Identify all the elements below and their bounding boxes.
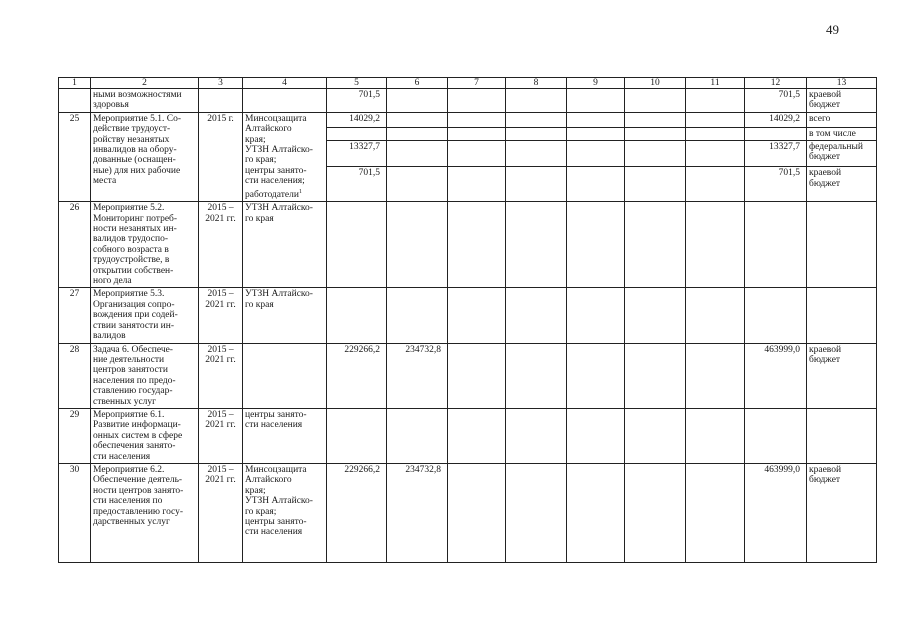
column-number: 10: [625, 78, 686, 89]
funding-source: федеральный бюджет: [807, 140, 877, 166]
funding-source: краевой бюджет: [807, 89, 877, 113]
column-number: 3: [199, 78, 243, 89]
column-number: 8: [506, 78, 567, 89]
funding-source: всего: [807, 112, 877, 127]
funding-source: краевой бюджет: [807, 167, 877, 202]
executor: Минсоцзащита Алтайского края; УТЗН Алтайско- го края; центры занято- сти населения; работодатели$^1$: [243, 112, 327, 201]
period: 2015 г.: [199, 112, 243, 201]
amount-total: 463999,0: [745, 343, 807, 408]
table-row: [59, 202, 877, 288]
amount-2015: 229266,2: [327, 463, 387, 562]
period: 2015 – 2021 гг.: [199, 288, 243, 343]
row-number: 29: [59, 408, 91, 463]
column-number-row: [59, 78, 877, 89]
period: 2015 – 2021 гг.: [199, 408, 243, 463]
amount-2015: 14029,2: [327, 112, 387, 127]
table-row: [59, 288, 877, 343]
column-number: 2: [91, 78, 199, 89]
amount-total: 701,5: [745, 89, 807, 113]
column-number: 9: [567, 78, 625, 89]
funding-source: в том числе: [807, 127, 877, 140]
activity-name: ными возможностями здоровья: [91, 89, 199, 113]
table-row: [59, 343, 877, 408]
amount-2015: 701,5: [327, 167, 387, 202]
row-number: 28: [59, 343, 91, 408]
table-row: [59, 112, 877, 127]
table-row: [59, 408, 877, 463]
activity-name: Мероприятие 6.1. Развитие информаци- онных систем в сфере обеспечения занято- сти населения: [91, 408, 199, 463]
amount-total: 701,5: [745, 167, 807, 202]
amount-2016: 234732,8: [387, 343, 448, 408]
funding-source: краевой бюджет: [807, 343, 877, 408]
executor: центры занято- сти населения: [243, 408, 327, 463]
row-number: [59, 89, 91, 113]
activity-name: Мероприятие 5.1. Со- действие трудоуст- ройству незанятых инвалидов на обору- дованные (оснащен- ные) для них рабочие места: [91, 112, 199, 201]
amount-total: 14029,2: [745, 112, 807, 127]
amount-total: 463999,0: [745, 463, 807, 562]
period: 2015 – 2021 гг.: [199, 343, 243, 408]
period: 2015 – 2021 гг.: [199, 463, 243, 562]
table-row-continuation: [59, 89, 877, 113]
footnote-mark: 1: [298, 188, 302, 195]
column-number: 11: [686, 78, 745, 89]
page-number: 49: [826, 22, 839, 37]
amount-2015: [327, 127, 387, 140]
column-number: 4: [243, 78, 327, 89]
amount-2015: 13327,7: [327, 140, 387, 166]
column-number: 12: [745, 78, 807, 89]
program-activities-table: [58, 77, 877, 563]
executor: [243, 89, 327, 113]
amount-total: [745, 127, 807, 140]
column-number: 6: [387, 78, 448, 89]
activity-name: Мероприятие 5.2. Мониторинг потреб- ности незанятых ин- валидов трудоспо- собного возраста в трудоустройстве, в открытии собствен- ного дела: [91, 202, 199, 288]
executor: УТЗН Алтайско- го края: [243, 288, 327, 343]
activity-name: Мероприятие 6.2. Обеспечение деятель- ности центров занято- сти населения по предоставлению госу- дарственных услуг: [91, 463, 199, 562]
activity-name: Задача 6. Обеспече- ние деятельности центров занятости населения по предо- ставлению государ- ственных услуг: [91, 343, 199, 408]
amount-total: 13327,7: [745, 140, 807, 166]
row-number: 26: [59, 202, 91, 288]
column-number: 7: [448, 78, 506, 89]
funding-source: краевой бюджет: [807, 463, 877, 562]
amount-2015: 701,5: [327, 89, 387, 113]
column-number: 13: [807, 78, 877, 89]
period: 2015 – 2021 гг.: [199, 202, 243, 288]
row-number: 30: [59, 463, 91, 562]
executor: [243, 343, 327, 408]
period: [199, 89, 243, 113]
column-number: 1: [59, 78, 91, 89]
executor: УТЗН Алтайско- го края: [243, 202, 327, 288]
row-number: 27: [59, 288, 91, 343]
amount-2015: 229266,2: [327, 343, 387, 408]
executor: Минсоцзащита Алтайского края; УТЗН Алтайско- го края; центры занято- сти населения: [243, 463, 327, 562]
column-number: 5: [327, 78, 387, 89]
table-row: [59, 463, 877, 562]
row-number: 25: [59, 112, 91, 201]
amount-2016: 234732,8: [387, 463, 448, 562]
activity-name: Мероприятие 5.3. Организация сопро- вождения при содей- ствии занятости ин- валидов: [91, 288, 199, 343]
